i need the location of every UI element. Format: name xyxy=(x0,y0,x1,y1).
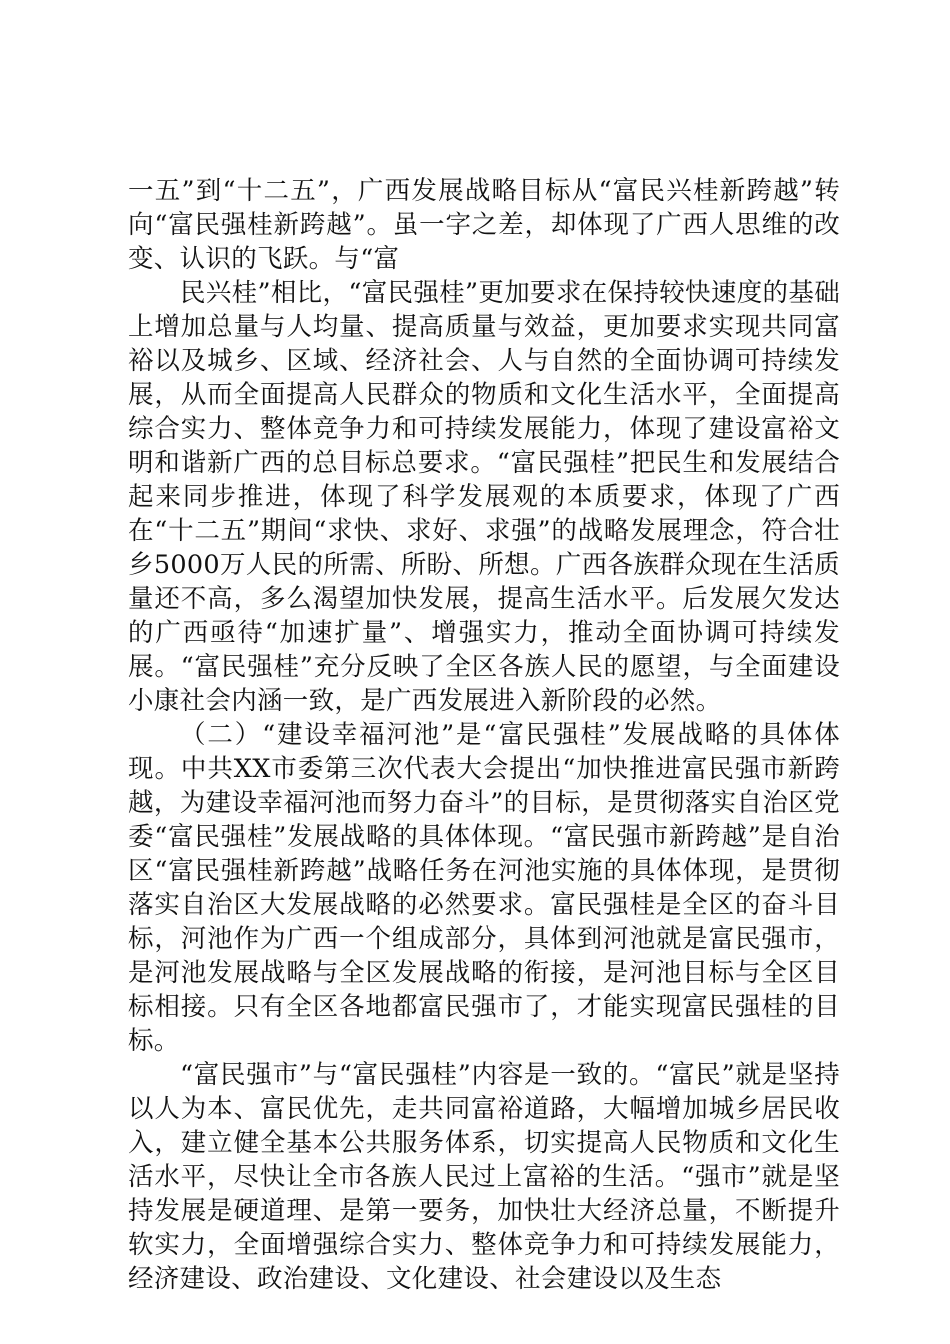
document-body xyxy=(128,174,840,1296)
paragraph-1: 一五”到“十二五”，广西发展战略目标从“富民兴桂新跨越”转向“富民强桂新跨越”。虽一字之差，却体现了广西人思维的改变、认识的飞跃。与“富 xyxy=(128,176,840,274)
paragraph-4: “富民强市”与“富民强桂”内容是一致的。“富民”就是坚持以人为本、富民优先，走共同富裕道路，大幅增加城乡居民收入，建立健全基本公共服务体系，切实提高人民物质和文化生活水平，尽快让全市各族人民过上富裕的生活。“强市”就是坚持发展是硬道理、是第一要务，加快壮大经济总量，不断提升软实力，全面增强综合实力、整体竞争力和可持续发展能力，经济建设、政治建设、文化建设、社会建设以及生态 xyxy=(128,1060,840,1294)
paragraph-3: （二）“建设幸福河池”是“富民强桂”发展战略的具体体现。中共XX市委第三次代表大会提出“加快推进富民强市新跨越，为建设幸福河池而努力奋斗”的目标，是贯彻落实自治区党委“富民强桂”发展战略的具体体现。“富民强市新跨越”是自治区“富民强桂新跨越”战略任务在河池实施的具体体现，是贯彻落实自治区大发展战略的必然要求。富民强桂是全区的奋斗目标，河池作为广西一个组成部分，具体到河池就是富民强市，是河池发展战略与全区发展战略的衔接，是河池目标与全区目标相接。只有全区各地都富民强市了，才能实现富民强桂的目标。 xyxy=(128,720,840,1056)
paragraph-2: 民兴桂”相比，“富民强桂”更加要求在保持较快速度的基础上增加总量与人均量、提高质量与效益，更加要求实现共同富裕以及城乡、区域、经济社会、人与自然的全面协调可持续发展，从而全面提高人民群众的物质和文化生活水平，全面提高综合实力、整体竞争力和可持续发展能力，体现了建设富裕文明和谐新广西的总目标总要求。“富民强桂”把民生和发展结合起来同步推进，体现了科学发展观的本质要求，体现了广西在“十二五”期间“求快、求好、求强”的战略发展理念，符合壮乡5000万人民的所需、所盼、所想。广西各族群众现在生活质量还不高，多么渴望加快发展，提高生活水平。后发展欠发达的广西亟待“加速扩量”、增强实力，推动全面协调可持续发展。“富民强桂”充分反映了全区各族人民的愿望，与全面建设小康社会内涵一致，是广西发展进入新阶段的必然。 xyxy=(128,278,840,716)
